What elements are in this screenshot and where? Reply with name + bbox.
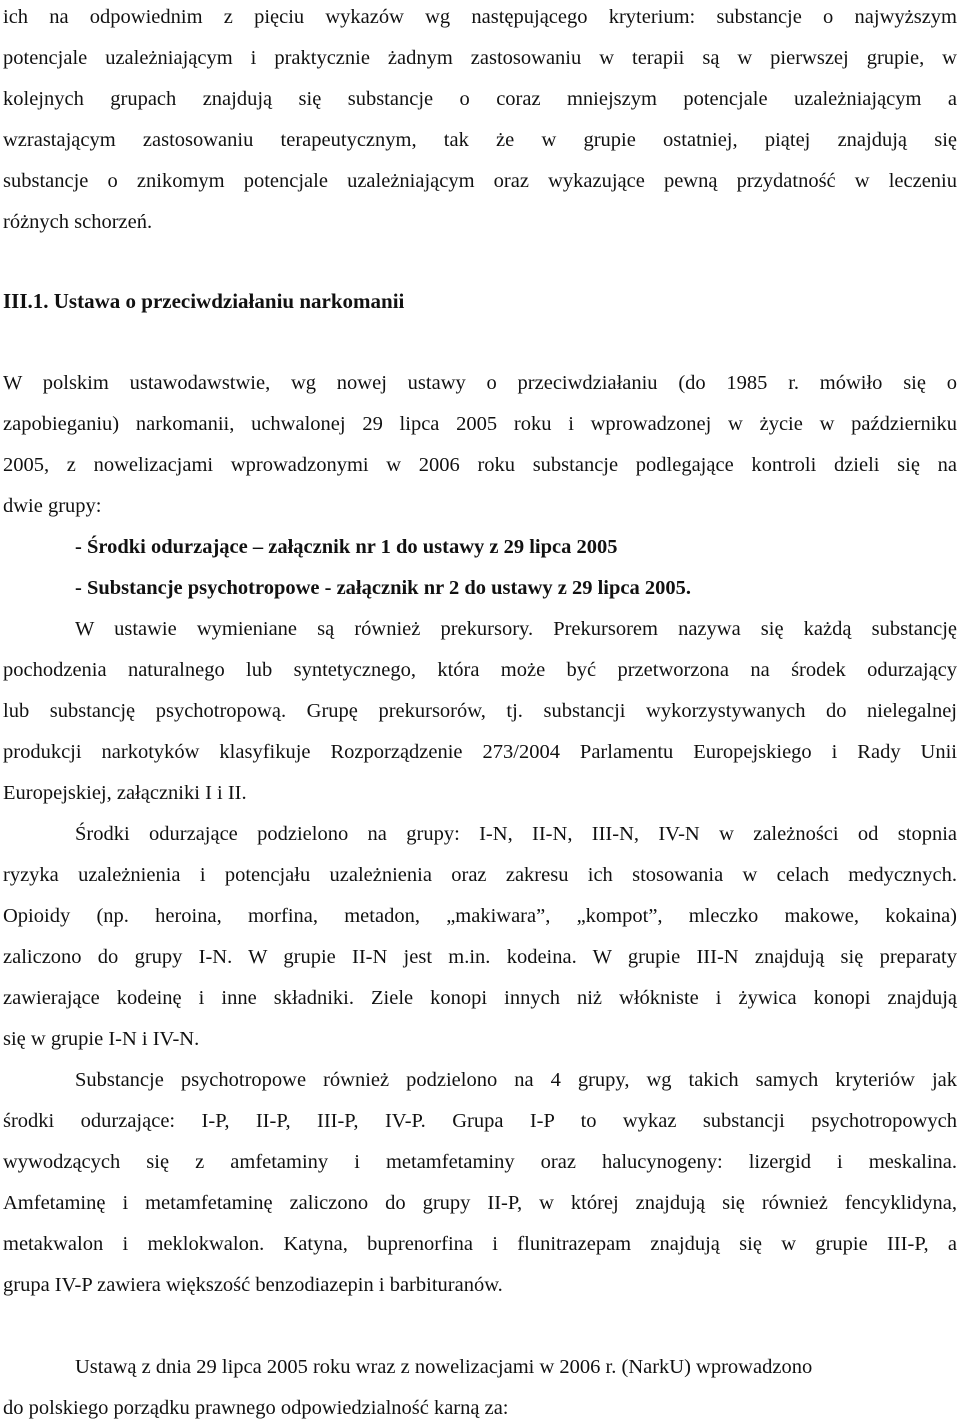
text-line: ich na odpowiednim z pięciu wykazów wg następującego kryterium: substancje o najwyższym [3,6,957,28]
list-item: - Substancje psychotropowe - załącznik nr 2 do ustawy z 29 lipca 2005. [75,577,691,599]
text-line: Opioidy (np. heroina, morfina, metadon, „makiwara”, „kompot”, mleczko makowe, kokaina) [3,905,957,927]
text-line: zaliczono do grupy I-N. W grupie II-N jest m.in. kodeina. W grupie III-N znajdują się preparaty [3,946,957,968]
text-line: Europejskiej, załączniki I i II. [3,782,247,804]
text-line: substancje o znikomym potencjale uzależniającym oraz wykazujące pewną przydatność w leczeniu [3,170,957,192]
text-line: produkcji narkotyków klasyfikuje Rozporządzenie 273/2004 Parlamentu Europejskiego i Rady Unii [3,741,957,763]
section-heading: III.1. Ustawa o przeciwdziałaniu narkomanii [3,289,405,313]
text-line: środki odurzające: I-P, II-P, III-P, IV-P. Grupa I-P to wykaz substancji psychotropowych [3,1110,957,1132]
text-line: pochodzenia naturalnego lub syntetycznego, która może być przetworzona na środek odurzający [3,659,957,681]
text-line: Substancje psychotropowe również podzielono na 4 grupy, wg takich samych kryteriów jak [75,1069,957,1091]
text-line: Ustawą z dnia 29 lipca 2005 roku wraz z nowelizacjami w 2006 r. (NarkU) wprowadzono [75,1356,813,1378]
text-line: do polskiego porządku prawnego odpowiedzialność karną za: [3,1397,509,1419]
text-line: różnych schorzeń. [3,211,153,233]
text-line: 2005, z nowelizacjami wprowadzonymi w 2006 roku substancje podlegające kontroli dzieli się na [3,454,957,476]
text-line: zapobieganiu) narkomanii, uchwalonej 29 lipca 2005 roku i wprowadzonej w życie w październiku [3,413,957,435]
text-line: W polskim ustawodawstwie, wg nowej ustawy o przeciwdziałaniu (do 1985 r. mówiło się o [3,372,957,394]
text-line: Środki odurzające podzielono na grupy: I-N, II-N, III-N, IV-N w zależności od stopnia [75,823,957,845]
text-line: grupa IV-P zawiera większość benzodiazepin i barbituranów. [3,1274,503,1296]
text-line: wzrastającym zastosowaniu terapeutycznym, tak że w grupie ostatniej, piątej znajdują się [3,129,957,151]
text-line: dwie grupy: [3,495,102,517]
text-line: się w grupie I-N i IV-N. [3,1028,200,1050]
list-item: - Środki odurzające – załącznik nr 1 do ustawy z 29 lipca 2005 [75,536,618,558]
text-line: potencjale uzależniającym i praktycznie żadnym zastosowaniu w terapii są w pierwszej grupie, w [3,47,957,69]
text-line: lub substancję psychotropową. Grupę prekursorów, tj. substancji wykorzystywanych do nielegalnej [3,700,957,722]
text-line: kolejnych grupach znajdują się substancje o coraz mniejszym potencjale uzależniającym a [3,88,957,110]
text-line: Amfetaminę i metamfetaminę zaliczono do grupy II-P, w której znajdują się również fencyklidyna, [3,1192,957,1214]
text-line: W ustawie wymieniane są również prekursory. Prekursorem nazywa się każdą substancję [75,618,957,640]
text-line: ryzyka uzależnienia i potencjału uzależnienia oraz zakresu ich stosowania w celach medycznych. [3,864,957,886]
text-line: wywodzących się z amfetaminy i metamfetaminy oraz halucynogeny: lizergid i meskalina. [3,1151,957,1173]
text-line: zawierające kodeinę i inne składniki. Ziele konopi innych niż włókniste i żywica konopi znajdują [3,987,957,1009]
text-line: metakwalon i meklokwalon. Katyna, buprenorfina i flunitrazepam znajdują się w grupie III-P, a [3,1233,957,1255]
